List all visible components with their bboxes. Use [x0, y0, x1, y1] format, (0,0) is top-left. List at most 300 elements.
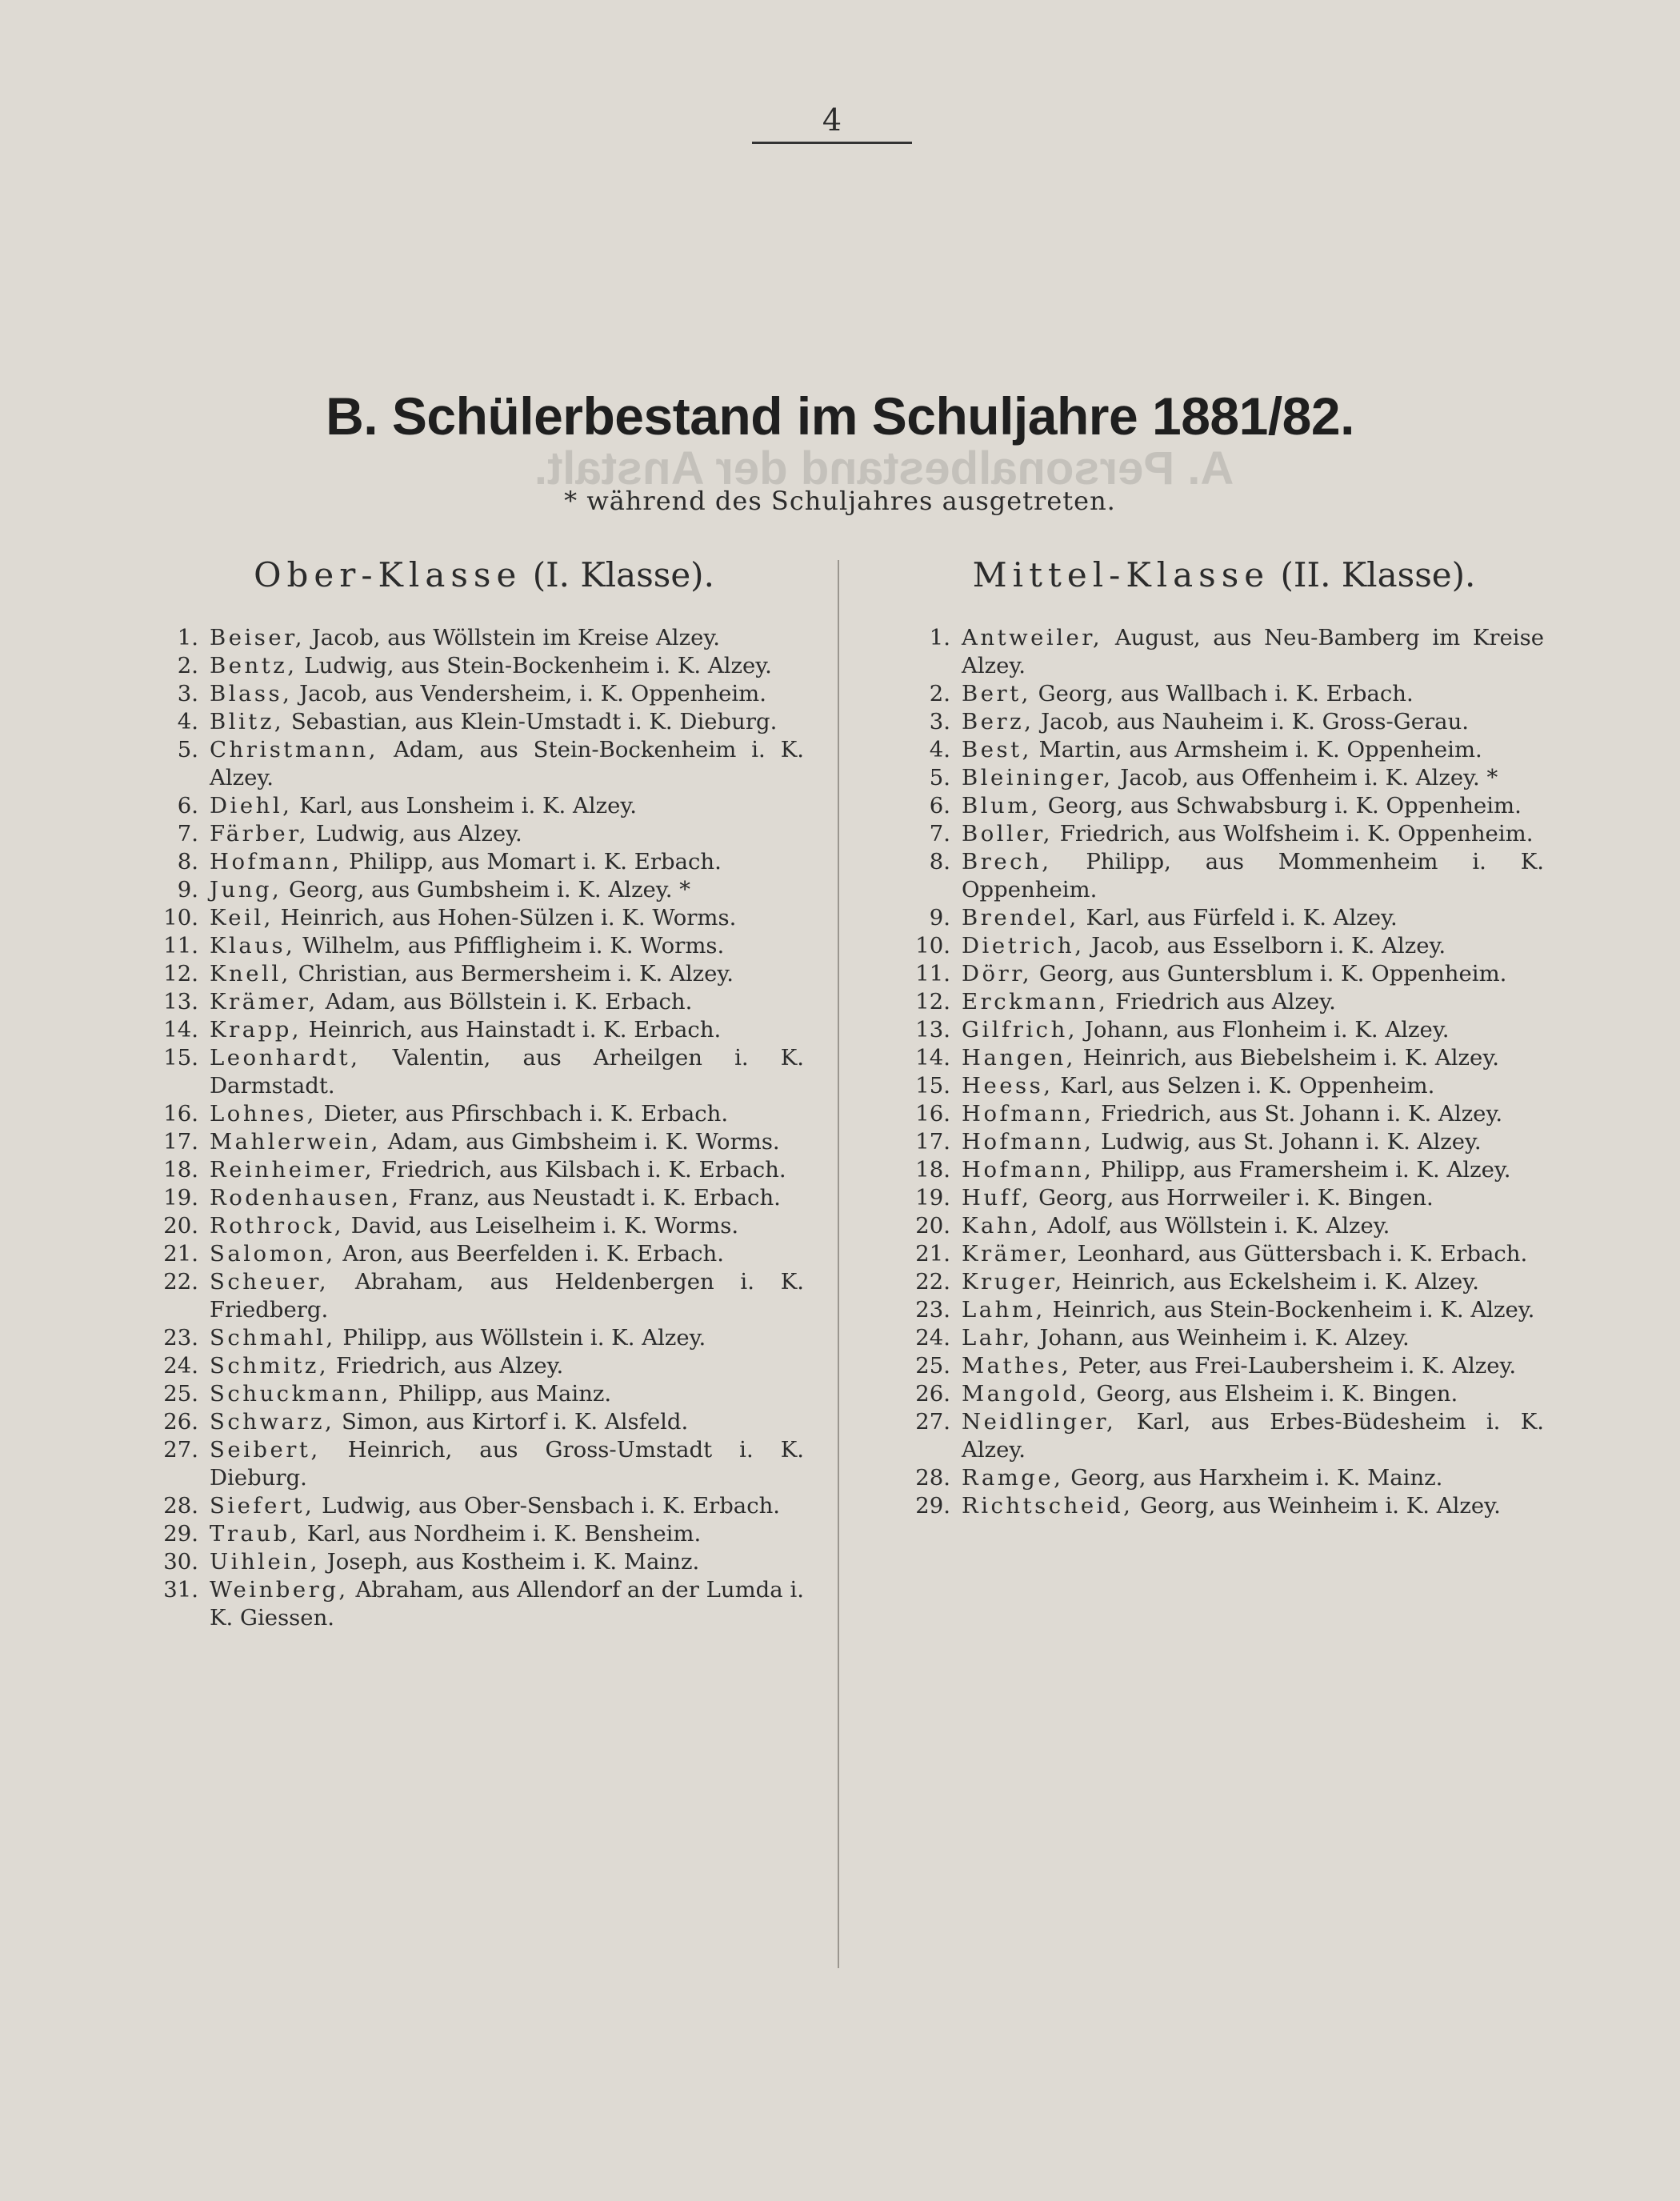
entry-text	[210, 1548, 804, 1576]
student-details: Sebastian, aus Klein-Umstadt i. K. Dieburg.	[290, 709, 778, 734]
entry-text	[962, 1268, 1544, 1296]
entry-number: 8.	[929, 849, 950, 874]
entry-number: 22.	[915, 1269, 950, 1295]
entry-text	[210, 988, 804, 1016]
student-details: Simon, aus Kirtorf i. K. Alsfeld.	[342, 1409, 689, 1435]
student-details: Karl, aus Fürfeld i. K. Alzey.	[1086, 905, 1398, 930]
student-details: Friedrich, aus Alzey.	[335, 1353, 564, 1379]
list-item	[872, 988, 1544, 1016]
student-surname: Diehl,	[210, 793, 293, 818]
list-item	[872, 1380, 1544, 1408]
list-item	[872, 1072, 1544, 1100]
entry-text	[962, 848, 1544, 904]
student-details: Heinrich, aus Hainstadt i. K. Erbach.	[308, 1017, 722, 1042]
list-item	[872, 792, 1544, 820]
entry-number: 12.	[915, 989, 950, 1014]
list-item	[120, 1156, 804, 1184]
list-item	[872, 736, 1544, 764]
entry-number: 26.	[163, 1409, 198, 1435]
entry-text	[962, 904, 1544, 932]
student-details: Friedrich, aus Wolfsheim i. K. Oppenheim.	[1059, 821, 1534, 846]
student-surname: Best,	[962, 737, 1032, 762]
entry-number: 24.	[915, 1325, 950, 1351]
entry-number: 7.	[177, 821, 198, 846]
entry-text	[210, 1436, 804, 1492]
student-surname: Blum,	[962, 793, 1042, 818]
entry-text	[962, 708, 1544, 736]
entry-text	[962, 1408, 1544, 1464]
student-surname: Schwarz,	[210, 1409, 335, 1435]
entry-number: 6.	[929, 793, 950, 818]
list-item	[120, 1436, 804, 1492]
student-surname: Krapp,	[210, 1017, 302, 1042]
student-surname: Hofmann,	[962, 1157, 1094, 1183]
entry-number: 28.	[915, 1465, 950, 1491]
student-surname: Hofmann,	[210, 849, 342, 874]
student-details: Jacob, aus Wöllstein im Kreise Alzey.	[311, 625, 720, 650]
student-details: Georg, aus Elsheim i. K. Bingen.	[1096, 1381, 1458, 1407]
list-item	[120, 792, 804, 820]
list-item	[120, 1324, 804, 1352]
student-surname: Brech,	[962, 849, 1052, 874]
student-details: Ludwig, aus Alzey.	[315, 821, 522, 846]
entry-text	[210, 624, 804, 652]
entry-text	[962, 1128, 1544, 1156]
entry-text	[962, 1156, 1544, 1184]
list-item	[872, 624, 1544, 680]
student-surname: Mahlerwein,	[210, 1129, 382, 1155]
entry-text	[210, 1352, 804, 1380]
student-surname: Schuckmann,	[210, 1381, 391, 1407]
entry-number: 1.	[929, 625, 950, 650]
student-details: Heinrich, aus Eckelsheim i. K. Alzey.	[1071, 1269, 1479, 1295]
list-item	[872, 1128, 1544, 1156]
entry-number: 30.	[163, 1549, 198, 1575]
entry-number: 11.	[915, 961, 950, 986]
entry-text	[210, 680, 804, 708]
list-item	[120, 1100, 804, 1128]
entry-number: 20.	[915, 1213, 950, 1239]
entry-text	[210, 1100, 804, 1128]
student-details: Karl, aus Nordheim i. K. Bensheim.	[306, 1521, 702, 1547]
list-item	[872, 1156, 1544, 1184]
student-surname: Krämer,	[962, 1241, 1070, 1267]
student-details: Georg, aus Gumbsheim i. K. Alzey. *	[289, 877, 690, 902]
student-details: Karl, aus Lonsheim i. K. Alzey.	[299, 793, 638, 818]
student-surname: Hofmann,	[962, 1101, 1094, 1127]
list-item	[872, 1408, 1544, 1464]
entry-text	[962, 736, 1544, 764]
student-details: Dieter, aus Pfirschbach i. K. Erbach.	[323, 1101, 729, 1127]
student-surname: Weinberg,	[210, 1577, 349, 1603]
student-details: Johann, aus Flonheim i. K. Alzey.	[1084, 1017, 1450, 1042]
entry-number: 19.	[915, 1185, 950, 1211]
entry-text	[210, 876, 804, 904]
student-surname: Antweiler,	[962, 625, 1103, 650]
student-surname: Rothrock,	[210, 1213, 345, 1239]
entry-text	[210, 1212, 804, 1240]
entry-text	[962, 1296, 1544, 1324]
list-item	[120, 1576, 804, 1632]
student-surname: Krämer,	[210, 989, 318, 1014]
entry-text	[962, 1212, 1544, 1240]
entry-number: 4.	[177, 709, 198, 734]
heading-ober-klasse	[168, 555, 800, 594]
student-surname: Kruger,	[962, 1269, 1065, 1295]
entry-number: 5.	[929, 765, 950, 790]
student-surname: Lohnes,	[210, 1101, 317, 1127]
entry-number: 15.	[163, 1045, 198, 1070]
entry-text	[962, 1492, 1544, 1520]
student-details: Wilhelm, aus Pfiffligheim i. K. Worms.	[302, 933, 725, 958]
list-item	[120, 904, 804, 932]
student-surname: Erckmann,	[962, 989, 1109, 1014]
entry-number: 10.	[915, 933, 950, 958]
list-item	[872, 932, 1544, 960]
student-details: Leonhard, aus Güttersbach i. K. Erbach.	[1077, 1241, 1528, 1267]
list-item	[120, 1184, 804, 1212]
entry-number: 23.	[915, 1297, 950, 1323]
list-item	[120, 1212, 804, 1240]
student-surname: Lahr,	[962, 1325, 1033, 1351]
student-details: Friedrich, aus Kilsbach i. K. Erbach.	[381, 1157, 786, 1183]
entry-number: 15.	[915, 1073, 950, 1098]
footnote-legend: * während des Schuljahres ausgetreten.	[564, 486, 1116, 516]
student-surname: Ramge,	[962, 1465, 1064, 1491]
student-surname: Reinheimer,	[210, 1157, 374, 1183]
entry-number: 17.	[915, 1129, 950, 1155]
student-details: August, aus Neu-Bamberg im Kreise Alzey.	[962, 625, 1544, 678]
heading-ober-klasse-number: (I. Klasse).	[532, 555, 714, 594]
student-surname: Neidlinger,	[962, 1409, 1117, 1435]
entry-text	[962, 624, 1544, 680]
student-surname: Dörr,	[962, 961, 1033, 986]
page-title: B. Schülerbestand im Schuljahre 1881/82.	[326, 386, 1354, 446]
entry-number: 14.	[163, 1017, 198, 1042]
list-item	[120, 988, 804, 1016]
entry-number: 9.	[929, 905, 950, 930]
mittel-klasse-list	[872, 624, 1544, 1520]
list-item	[120, 1268, 804, 1324]
entry-text	[962, 1240, 1544, 1268]
entry-number: 6.	[177, 793, 198, 818]
student-details: Johann, aus Weinheim i. K. Alzey.	[1039, 1325, 1410, 1351]
student-details: Philipp, aus Mainz.	[398, 1381, 612, 1407]
list-item	[120, 1128, 804, 1156]
entry-text	[962, 1352, 1544, 1380]
entry-text	[962, 680, 1544, 708]
student-details: Jacob, aus Vendersheim, i. K. Oppenheim.	[299, 681, 766, 706]
list-item	[872, 1016, 1544, 1044]
student-surname: Beiser,	[210, 625, 306, 650]
entry-number: 4.	[929, 737, 950, 762]
list-item	[120, 848, 804, 876]
list-item	[872, 764, 1544, 792]
student-surname: Lahm,	[962, 1297, 1046, 1323]
student-details: Adolf, aus Wöllstein i. K. Alzey.	[1047, 1213, 1390, 1239]
entry-number: 13.	[915, 1017, 950, 1042]
entry-text	[210, 792, 804, 820]
entry-number: 12.	[163, 961, 198, 986]
student-surname: Salomon,	[210, 1241, 336, 1267]
entry-number: 21.	[163, 1241, 198, 1267]
list-item	[872, 1464, 1544, 1492]
entry-number: 9.	[177, 877, 198, 902]
student-surname: Berz,	[962, 709, 1034, 734]
entry-text	[210, 652, 804, 680]
student-surname: Kahn,	[962, 1213, 1041, 1239]
entry-text	[210, 708, 804, 736]
entry-text	[210, 1492, 804, 1520]
student-surname: Blass,	[210, 681, 293, 706]
student-details: Philipp, aus Mommenheim i. K. Oppenheim.	[962, 849, 1544, 902]
list-item	[872, 960, 1544, 988]
entry-text	[962, 1324, 1544, 1352]
entry-text	[962, 932, 1544, 960]
student-details: Ludwig, aus Ober-Sensbach i. K. Erbach.	[322, 1493, 781, 1519]
student-details: David, aus Leiselheim i. K. Worms.	[350, 1213, 739, 1239]
student-details: Heinrich, aus Hohen-Sülzen i. K. Worms.	[280, 905, 737, 930]
student-details: Friedrich aus Alzey.	[1115, 989, 1336, 1014]
entry-text	[210, 960, 804, 988]
entry-number: 3.	[177, 681, 198, 706]
student-details: Philipp, aus Momart i. K. Erbach.	[349, 849, 722, 874]
entry-number: 2.	[929, 681, 950, 706]
student-surname: Christmann,	[210, 737, 378, 762]
student-details: Karl, aus Erbes-Büdesheim i. K. Alzey.	[962, 1409, 1544, 1463]
student-surname: Färber,	[210, 821, 309, 846]
student-details: Karl, aus Selzen i. K. Oppenheim.	[1060, 1073, 1435, 1098]
list-item	[872, 820, 1544, 848]
student-surname: Klaus,	[210, 933, 296, 958]
student-surname: Jung,	[210, 877, 282, 902]
student-surname: Mangold,	[962, 1381, 1090, 1407]
list-item	[120, 1240, 804, 1268]
student-details: Philipp, aus Wöllstein i. K. Alzey.	[342, 1325, 706, 1351]
student-details: Joseph, aus Kostheim i. K. Mainz.	[326, 1549, 700, 1575]
list-item	[120, 1352, 804, 1380]
list-item	[120, 624, 804, 652]
list-item	[872, 1184, 1544, 1212]
entry-text	[962, 1184, 1544, 1212]
entry-number: 11.	[163, 933, 198, 958]
student-surname: Hofmann,	[962, 1129, 1094, 1155]
entry-text	[210, 820, 804, 848]
entry-text	[210, 1408, 804, 1436]
list-item	[120, 736, 804, 792]
list-item	[872, 1268, 1544, 1296]
list-item	[120, 1016, 804, 1044]
entry-number: 7.	[929, 821, 950, 846]
entry-number: 27.	[163, 1437, 198, 1463]
entry-text	[210, 1380, 804, 1408]
student-details: Adam, aus Gimbsheim i. K. Worms.	[387, 1129, 780, 1155]
entry-text	[962, 1016, 1544, 1044]
student-details: Peter, aus Frei-Laubersheim i. K. Alzey.	[1078, 1353, 1517, 1379]
student-details: Georg, aus Horrweiler i. K. Bingen.	[1038, 1185, 1434, 1211]
heading-mittel-klasse	[888, 555, 1560, 594]
heading-mittel-klasse-number: (II. Klasse).	[1280, 555, 1476, 594]
entry-number: 16.	[163, 1101, 198, 1127]
entry-number: 25.	[915, 1353, 950, 1379]
student-details: Heinrich, aus Biebelsheim i. K. Alzey.	[1082, 1045, 1499, 1070]
student-surname: Bert,	[962, 681, 1031, 706]
entry-text	[210, 1576, 804, 1632]
entry-number: 26.	[915, 1381, 950, 1407]
student-surname: Bleininger,	[962, 765, 1114, 790]
student-surname: Richtscheid,	[962, 1493, 1134, 1519]
column-divider	[838, 560, 839, 1968]
entry-text	[962, 764, 1544, 792]
entry-text	[210, 1240, 804, 1268]
page-number: 4	[822, 102, 842, 138]
entry-text	[210, 848, 804, 876]
list-item	[120, 960, 804, 988]
heading-ober-klasse-name: Ober-Klasse	[254, 555, 522, 594]
entry-number: 5.	[177, 737, 198, 762]
entry-number: 18.	[915, 1157, 950, 1183]
entry-number: 8.	[177, 849, 198, 874]
student-details: Ludwig, aus Stein-Bockenheim i. K. Alzey.	[304, 653, 772, 678]
student-details: Adam, aus Böllstein i. K. Erbach.	[325, 989, 693, 1014]
list-item	[120, 876, 804, 904]
entry-number: 21.	[915, 1241, 950, 1267]
list-item	[872, 708, 1544, 736]
entry-text	[962, 988, 1544, 1016]
entry-number: 31.	[163, 1577, 198, 1603]
entry-text	[210, 1016, 804, 1044]
student-surname: Rodenhausen,	[210, 1185, 402, 1211]
entry-text	[962, 792, 1544, 820]
student-surname: Uihlein,	[210, 1549, 320, 1575]
entry-text	[962, 820, 1544, 848]
entry-number: 27.	[915, 1409, 950, 1435]
student-details: Franz, aus Neustadt i. K. Erbach.	[408, 1185, 781, 1211]
entry-number: 13.	[163, 989, 198, 1014]
list-item	[120, 1492, 804, 1520]
entry-text	[210, 932, 804, 960]
bleed-through-text: A. Personalbestand der Anstalt.	[534, 442, 1234, 494]
student-details: Abraham, aus Allendorf an der Lumda i. K. Giessen.	[210, 1577, 804, 1631]
list-item	[872, 904, 1544, 932]
student-surname: Scheuer,	[210, 1269, 330, 1295]
entry-text	[962, 1072, 1544, 1100]
entry-text	[210, 736, 804, 792]
entry-text	[210, 1156, 804, 1184]
entry-number: 29.	[915, 1493, 950, 1519]
student-surname: Huff,	[962, 1185, 1032, 1211]
list-item	[872, 848, 1544, 904]
list-item	[872, 1296, 1544, 1324]
entry-text	[210, 904, 804, 932]
student-details: Abraham, aus Heldenbergen i. K. Friedberg.	[210, 1269, 804, 1323]
list-item	[872, 1352, 1544, 1380]
list-item	[120, 1548, 804, 1576]
student-surname: Dietrich,	[962, 933, 1085, 958]
entry-text	[210, 1184, 804, 1212]
student-surname: Siefert,	[210, 1493, 315, 1519]
student-details: Jacob, aus Offenheim i. K. Alzey. *	[1120, 765, 1498, 790]
entry-number: 25.	[163, 1381, 198, 1407]
student-details: Heinrich, aus Stein-Bockenheim i. K. Alzey.	[1052, 1297, 1535, 1323]
list-item	[120, 1408, 804, 1436]
entry-text	[210, 1044, 804, 1100]
student-details: Philipp, aus Framersheim i. K. Alzey.	[1101, 1157, 1511, 1183]
student-details: Heinrich, aus Gross-Umstadt i. K. Dieburg.	[210, 1437, 805, 1491]
entry-text	[210, 1128, 804, 1156]
student-details: Georg, aus Harxheim i. K. Mainz.	[1070, 1465, 1443, 1491]
list-item	[120, 1520, 804, 1548]
ober-klasse-list	[120, 624, 804, 1632]
entry-number: 17.	[163, 1129, 198, 1155]
entry-number: 24.	[163, 1353, 198, 1379]
heading-mittel-klasse-name: Mittel-Klasse	[972, 555, 1270, 594]
entry-number: 29.	[163, 1521, 198, 1547]
list-item	[872, 1240, 1544, 1268]
student-details: Ludwig, aus St. Johann i. K. Alzey.	[1101, 1129, 1482, 1155]
entry-text	[962, 1044, 1544, 1072]
list-item	[872, 1100, 1544, 1128]
student-details: Georg, aus Weinheim i. K. Alzey.	[1140, 1493, 1501, 1519]
list-item	[120, 1044, 804, 1100]
list-item	[120, 652, 804, 680]
student-details: Georg, aus Guntersblum i. K. Oppenheim.	[1038, 961, 1507, 986]
student-details: Jacob, aus Esselborn i. K. Alzey.	[1091, 933, 1446, 958]
student-surname: Knell,	[210, 961, 291, 986]
student-surname: Schmitz,	[210, 1353, 330, 1379]
student-details: Jacob, aus Nauheim i. K. Gross-Gerau.	[1041, 709, 1470, 734]
list-item	[872, 1212, 1544, 1240]
list-item	[120, 708, 804, 736]
student-surname: Leonhardt,	[210, 1045, 361, 1070]
student-details: Georg, aus Schwabsburg i. K. Oppenheim.	[1047, 793, 1522, 818]
student-surname: Heess,	[962, 1073, 1054, 1098]
list-item	[872, 680, 1544, 708]
entry-text	[210, 1324, 804, 1352]
list-item	[120, 820, 804, 848]
student-surname: Mathes,	[962, 1353, 1071, 1379]
student-surname: Gilfrich,	[962, 1017, 1078, 1042]
student-details: Aron, aus Beerfelden i. K. Erbach.	[342, 1241, 724, 1267]
student-surname: Traub,	[210, 1521, 300, 1547]
list-item	[872, 1044, 1544, 1072]
entry-number: 16.	[915, 1101, 950, 1127]
entry-number: 23.	[163, 1325, 198, 1351]
student-surname: Blitz,	[210, 709, 285, 734]
list-item	[872, 1324, 1544, 1352]
student-surname: Schmahl,	[210, 1325, 336, 1351]
student-details: Christian, aus Bermersheim i. K. Alzey.	[298, 961, 734, 986]
student-details: Valentin, aus Arheilgen i. K. Darmstadt.	[210, 1045, 804, 1098]
entry-text	[962, 1464, 1544, 1492]
list-item	[120, 1380, 804, 1408]
entry-text	[210, 1520, 804, 1548]
entry-number: 22.	[163, 1269, 198, 1295]
student-surname: Bentz,	[210, 653, 298, 678]
page-number-rule	[752, 142, 912, 144]
entry-number: 19.	[163, 1185, 198, 1211]
list-item	[120, 932, 804, 960]
student-details: Martin, aus Armsheim i. K. Oppenheim.	[1038, 737, 1482, 762]
entry-number: 1.	[177, 625, 198, 650]
student-details: Georg, aus Wallbach i. K. Erbach.	[1038, 681, 1414, 706]
entry-text	[962, 1380, 1544, 1408]
student-surname: Seibert,	[210, 1437, 321, 1463]
entry-text	[962, 1100, 1544, 1128]
student-surname: Keil,	[210, 905, 274, 930]
entry-number: 20.	[163, 1213, 198, 1239]
student-details: Adam, aus Stein-Bockenheim i. K. Alzey.	[210, 737, 804, 790]
